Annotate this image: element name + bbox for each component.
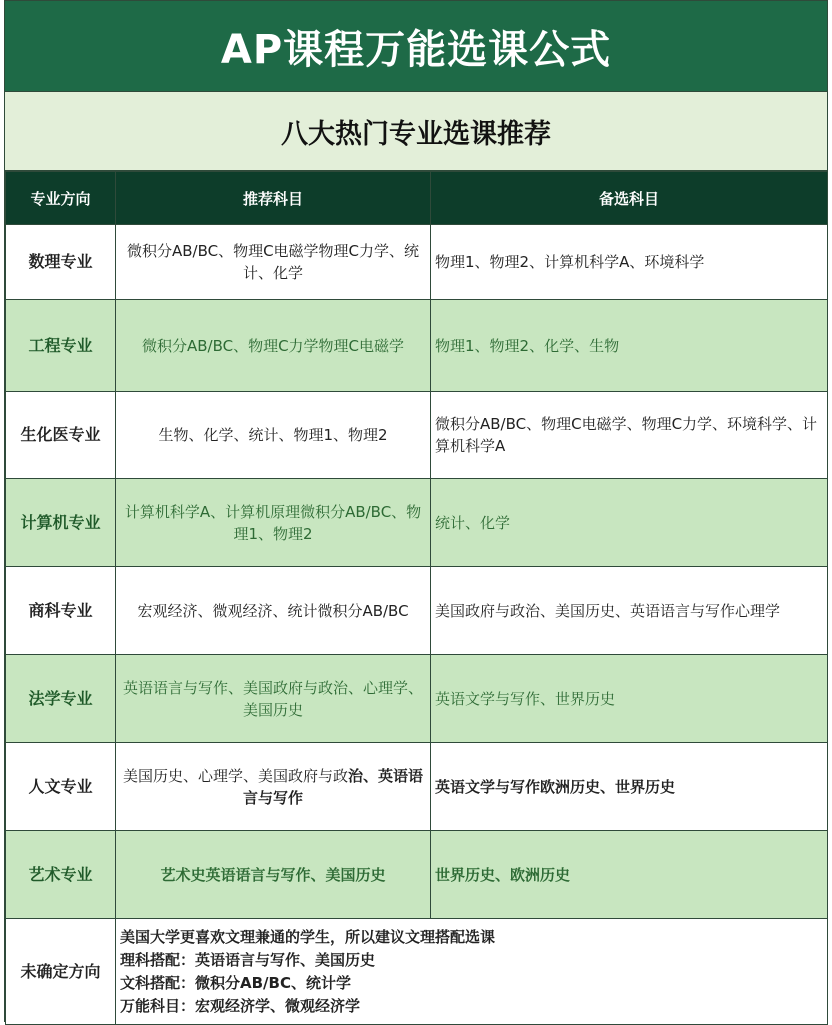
- table-row: [6, 831, 828, 919]
- row-recommended: 微积分AB/BC、物理C电磁学物理C力学、统计、化学: [116, 225, 431, 300]
- header-direction: 专业方向: [6, 172, 116, 225]
- row-alternative: 物理1、物理2、计算机科学A、环境科学: [431, 225, 828, 300]
- row-direction: 人文专业: [6, 743, 116, 831]
- header-recommended: 推荐科目: [116, 172, 431, 225]
- row-alternative: 世界历史、欧洲历史: [431, 831, 828, 919]
- row-recommended: 微积分AB/BC、物理C力学物理C电磁学: [116, 300, 431, 392]
- table-row: [6, 743, 828, 831]
- row-recommended: 英语语言与写作、美国政府与政治、心理学、美国历史: [116, 655, 431, 743]
- table-row: [6, 392, 828, 479]
- row-direction: 未确定方向: [6, 919, 116, 1025]
- page-subtitle: 八大热门专业选课推荐: [5, 92, 827, 171]
- row-recommended: 宏观经济、微观经济、统计微积分AB/BC: [116, 567, 431, 655]
- table-row: [6, 300, 828, 392]
- course-table-sheet: [4, 0, 828, 1022]
- row-alternative: 微积分AB/BC、物理C电磁学、物理C力学、环境科学、计算机科学A: [431, 392, 828, 479]
- table-header-row: [6, 172, 828, 225]
- row-direction: 数理专业: [6, 225, 116, 300]
- course-table: [5, 171, 828, 1025]
- note-line: 美国大学更喜欢文理兼通的学生，所以建议文理搭配选课: [120, 927, 496, 946]
- row-direction: 工程专业: [6, 300, 116, 392]
- row-direction: 商科专业: [6, 567, 116, 655]
- row-direction: 艺术专业: [6, 831, 116, 919]
- row-recommended: 生物、化学、统计、物理1、物理2: [116, 392, 431, 479]
- undecided-notes: [116, 919, 828, 1025]
- table-row: [6, 655, 828, 743]
- row-alternative: 美国政府与政治、美国历史、英语语言与写作心理学: [431, 567, 828, 655]
- row-recommended: [116, 743, 431, 831]
- page-title: AP课程万能选课公式: [5, 1, 827, 92]
- recommended-part-a: 美国历史、心理学、美国政府与政: [122, 766, 348, 785]
- row-direction: 生化医专业: [6, 392, 116, 479]
- row-direction: 法学专业: [6, 655, 116, 743]
- row-alternative: 英语文学与写作欧洲历史、世界历史: [431, 743, 828, 831]
- row-direction: 计算机专业: [6, 479, 116, 567]
- table-row: [6, 225, 828, 300]
- row-recommended: 计算机科学A、计算机原理微积分AB/BC、物理1、物理2: [116, 479, 431, 567]
- table-row: [6, 479, 828, 567]
- note-line: 理科搭配：英语语言与写作、美国历史: [120, 950, 376, 969]
- note-line: 万能科目：宏观经济学、微观经济学: [120, 996, 361, 1015]
- row-alternative: 物理1、物理2、化学、生物: [431, 300, 828, 392]
- note-line: 文科搭配：微积分AB/BC、统计学: [120, 973, 351, 992]
- table-row-undecided: [6, 919, 828, 1025]
- table-row: [6, 567, 828, 655]
- recommended-part-b: 治、英语语言与写作: [242, 766, 424, 807]
- row-recommended: 艺术史英语语言与写作、美国历史: [116, 831, 431, 919]
- row-alternative: 统计、化学: [431, 479, 828, 567]
- header-alternative: 备选科目: [431, 172, 828, 225]
- row-alternative: 英语文学与写作、世界历史: [431, 655, 828, 743]
